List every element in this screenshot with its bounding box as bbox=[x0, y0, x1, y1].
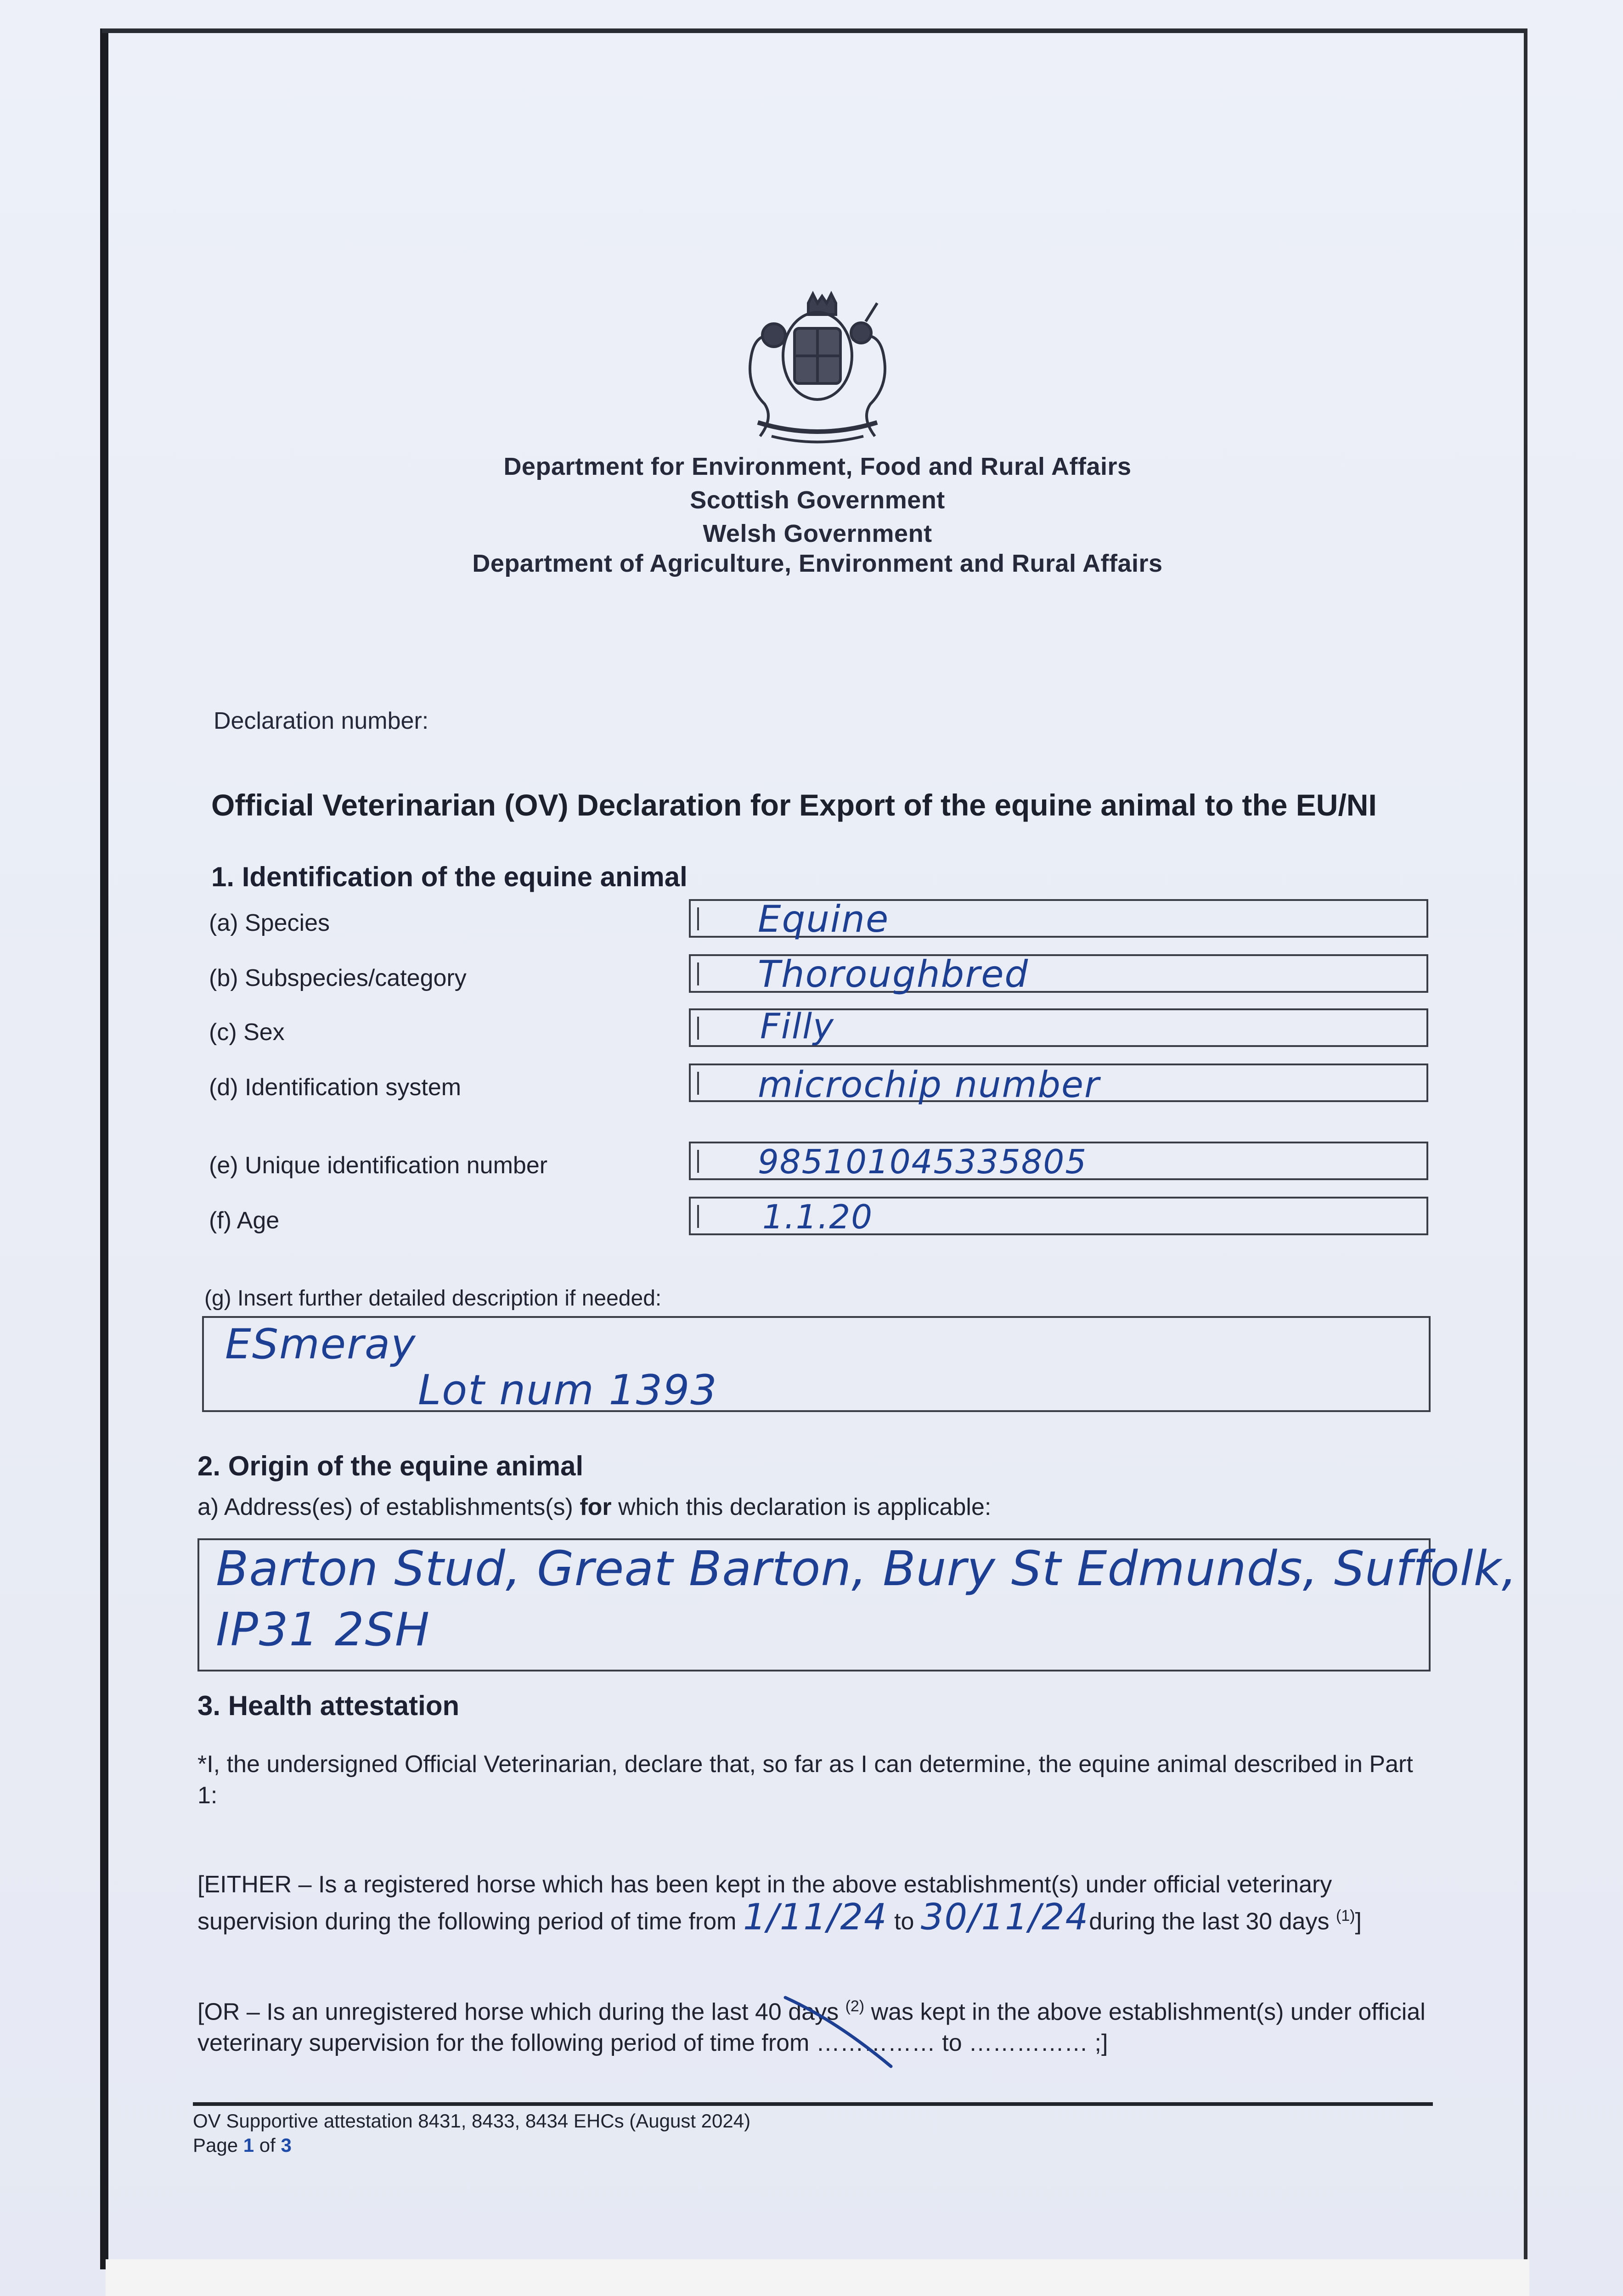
species-label: (a) Species bbox=[209, 910, 330, 936]
declaration-number-label: Declaration number: bbox=[214, 708, 429, 734]
either-clause: [EITHER – Is a registered horse which has been kept in the above establishment(s) under official veterinary supervision during the following period of time from 1/11/24 to 30/11/24during the last 30 days $^{(1)}$] bbox=[197, 1871, 1362, 1938]
footer-divider bbox=[193, 2102, 1433, 2106]
page-number: Page 1 of 3 bbox=[193, 2134, 292, 2156]
further-description-label: (g) Insert further detailed description if needed: bbox=[204, 1286, 662, 1311]
age-label: (f) Age bbox=[209, 1207, 280, 1234]
address-label: a) Address(es) of establishments(s) for which this declaration is applicable: bbox=[197, 1494, 992, 1520]
either-from-date: 1/11/24 bbox=[743, 1896, 888, 1938]
sex-value: Filly bbox=[760, 1006, 835, 1047]
footer-reference: OV Supportive attestation 8431, 8433, 8434 EHCs (August 2024) bbox=[193, 2110, 751, 2132]
identification-system-label: (d) Identification system bbox=[209, 1074, 462, 1101]
species-value: Equine bbox=[758, 898, 890, 940]
section-1-heading: 1. Identification of the equine animal bbox=[211, 861, 688, 892]
unique-id-value: 985101045335805 bbox=[758, 1142, 1088, 1181]
department-line-1: Department for Environment, Food and Rural Affairs bbox=[503, 453, 1132, 480]
scan-edge-left bbox=[100, 28, 108, 2269]
identification-system-value: microchip number bbox=[758, 1064, 1100, 1106]
page-title: Official Veterinarian (OV) Declaration for Export of the equine animal to the EU/NI bbox=[211, 788, 1377, 822]
further-description-line-2: Lot num 1393 bbox=[418, 1366, 718, 1414]
subspecies-value: Thoroughbred bbox=[758, 953, 1029, 996]
department-line-3: Welsh Government bbox=[703, 520, 932, 547]
department-line-4: Department of Agriculture, Environment and Rural Affairs bbox=[472, 550, 1163, 577]
address-line-2: IP31 2SH bbox=[216, 1603, 431, 1656]
section-3-heading: 3. Health attestation bbox=[197, 1690, 460, 1721]
unique-id-label: (e) Unique identification number bbox=[209, 1152, 548, 1179]
department-line-2: Scottish Government bbox=[690, 486, 945, 514]
attestation-intro: *I, the undersigned Official Veterinarian, declare that, so far as I can determine, the equine animal described in Part 1: bbox=[197, 1751, 1413, 1809]
age-value: 1.1.20 bbox=[762, 1198, 873, 1236]
strike-through-mark bbox=[781, 1988, 900, 2076]
scan-edge-right bbox=[1524, 28, 1527, 2269]
royal-coat-of-arms-icon bbox=[730, 285, 905, 450]
either-to-date: 30/11/24 bbox=[920, 1896, 1089, 1938]
address-line-1: Barton Stud, Great Barton, Bury St Edmunds, Suffolk, bbox=[216, 1541, 1517, 1597]
subspecies-label: (b) Subspecies/category bbox=[209, 965, 467, 991]
scan-bottom-strip bbox=[106, 2259, 1529, 2296]
section-2-heading: 2. Origin of the equine animal bbox=[197, 1451, 584, 1481]
further-description-line-1: ESmeray bbox=[225, 1320, 417, 1368]
sex-label: (c) Sex bbox=[209, 1019, 285, 1046]
scan-edge-top bbox=[102, 28, 1526, 33]
or-clause: [OR – Is an unregistered horse which during the last 40 days $^{(2)}$ was kept in the above establishment(s) under official veterinary supervision for the following period of time from …………… to …………… ;] bbox=[197, 1998, 1426, 2057]
